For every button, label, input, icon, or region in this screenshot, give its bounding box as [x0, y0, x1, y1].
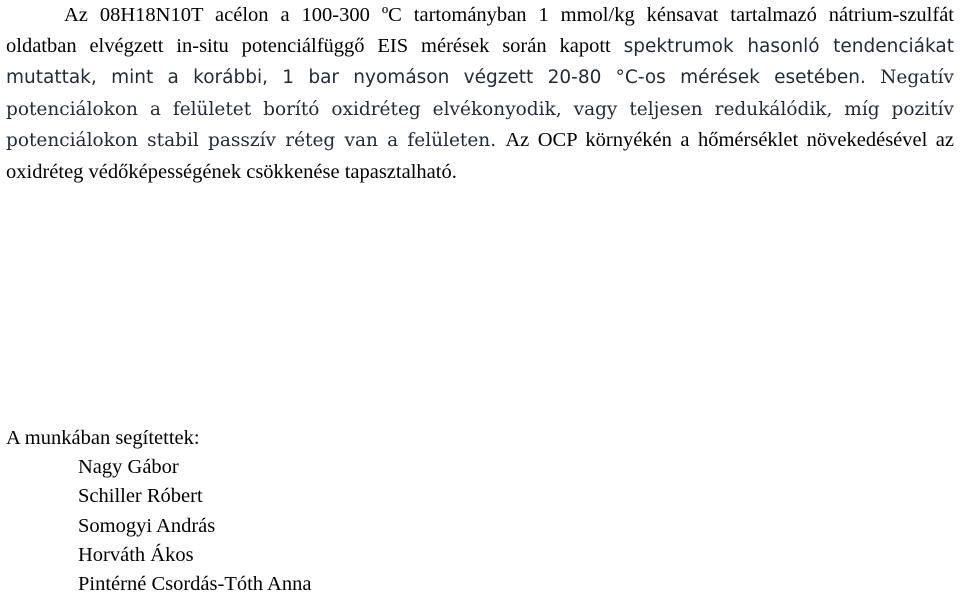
paragraph-text-part2: spektrumok hasonló tendenciákat mutattak, mint a korábbi, 1 bar nyomáson végzett 20-80 °C-os mérések esetében.: [6, 35, 954, 89]
acknowledgement-person: Somogyi András: [78, 514, 216, 537]
acknowledgement-section: [6, 424, 311, 599]
acknowledgement-person: Horváth Ákos: [78, 543, 194, 566]
acknowledgement-list: [6, 453, 311, 599]
paragraph-text-part1: Az 08H18N10T acélon a 100-300 ºC tartományban 1 mmol/kg kénsavat tartalmazó nátrium-szulfát oldatban elvégzett in-situ potenciálfüggő EIS mérések során kapott: [6, 4, 954, 57]
main-paragraph: [6, 0, 954, 188]
acknowledgement-heading: A munkában segítettek:: [6, 427, 200, 449]
acknowledgement-person: Nagy Gábor: [78, 456, 179, 479]
paragraph-text-part4: Az OCP környékén a hőmérséklet növekedésével az oxidréteg védőképességének csökkenése tapasztalható.: [6, 129, 954, 183]
acknowledgement-person: Pintérné Csordás-Tóth Anna: [78, 573, 312, 596]
paragraph-text-part3: Negatív potenciálokon a felületet borító oxidréteg elvékonyodik, vagy teljesen redukálódik, míg pozitív potenciálokon stabil passzív réteg van a felületen.: [6, 67, 954, 152]
acknowledgement-person: Schiller Róbert: [78, 485, 203, 508]
